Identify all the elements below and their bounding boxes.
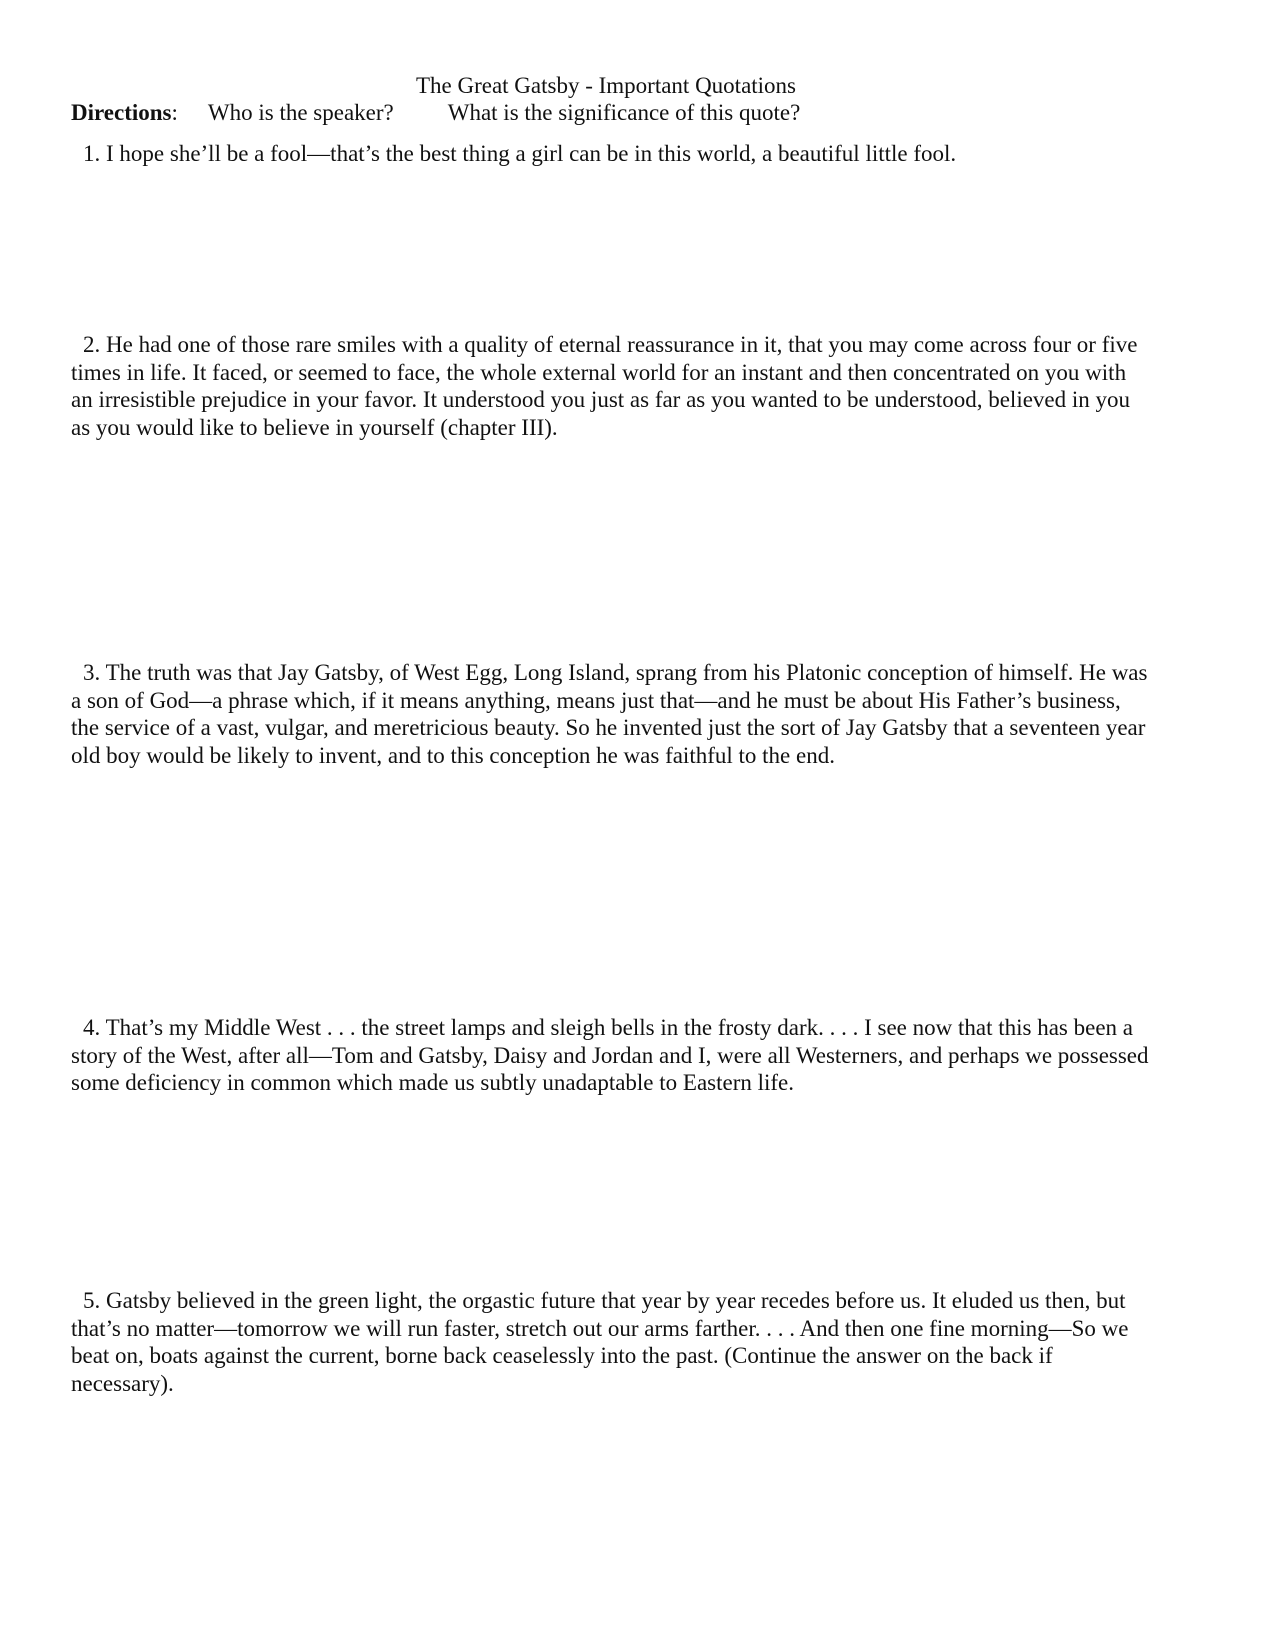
directions-label: Directions [71, 100, 172, 125]
quote-3: 3. The truth was that Jay Gatsby, of West Egg, Long Island, sprang from his Platonic conception of himself. He was a son of God—a phrase which, if it means anything, means just that—and he must be about His Father’s business, the service of a vast, vulgar, and meretricious beauty. So he invented just the sort of Jay Gatsby that a seventeen year old boy would be likely to invent, and to this conception he was faithful to the end. [71, 660, 1148, 768]
quote-1: 1. I hope she’ll be a fool—that’s the best thing a girl can be in this world, a beautiful little fool. [83, 141, 957, 166]
quote-2: 2. He had one of those rare smiles with a quality of eternal reassurance in it, that you may come across four or five times in life. It faced, or seemed to face, the whole external world for an instant and then concentrated on you with an irresistible prejudice in your favor. It understood you just as far as you wanted to be understood, believed in you as you would like to believe in yourself (chapter III). [71, 332, 1138, 440]
page-title: The Great Gatsby - Important Quotations [415, 73, 797, 98]
quote-4: 4. That’s my Middle West . . . the street lamps and sleigh bells in the frosty dark. . . . I see now that this has been a story of the West, after all—Tom and Gatsby, Daisy and Jordan and I, were all Westerners, and perhaps we possessed some deficiency in common which made us subtly unadaptable to Eastern life. [71, 1015, 1149, 1096]
directions-question-speaker: Who is the speaker? [207, 100, 394, 125]
quote-5: 5. Gatsby believed in the green light, the orgastic future that year by year recedes before us. It eluded us then, but that’s no matter—tomorrow we will run faster, stretch out our arms farther. . . . And then one fine morning—So we beat on, boats against the current, borne back ceaselessly into the past. (Continue the answer on the back if necessary). [71, 1288, 1129, 1396]
directions-question-significance: What is the significance of this quote? [447, 100, 801, 125]
directions: Directions: Who is the speaker? What is the significance of this quote? [71, 100, 801, 125]
